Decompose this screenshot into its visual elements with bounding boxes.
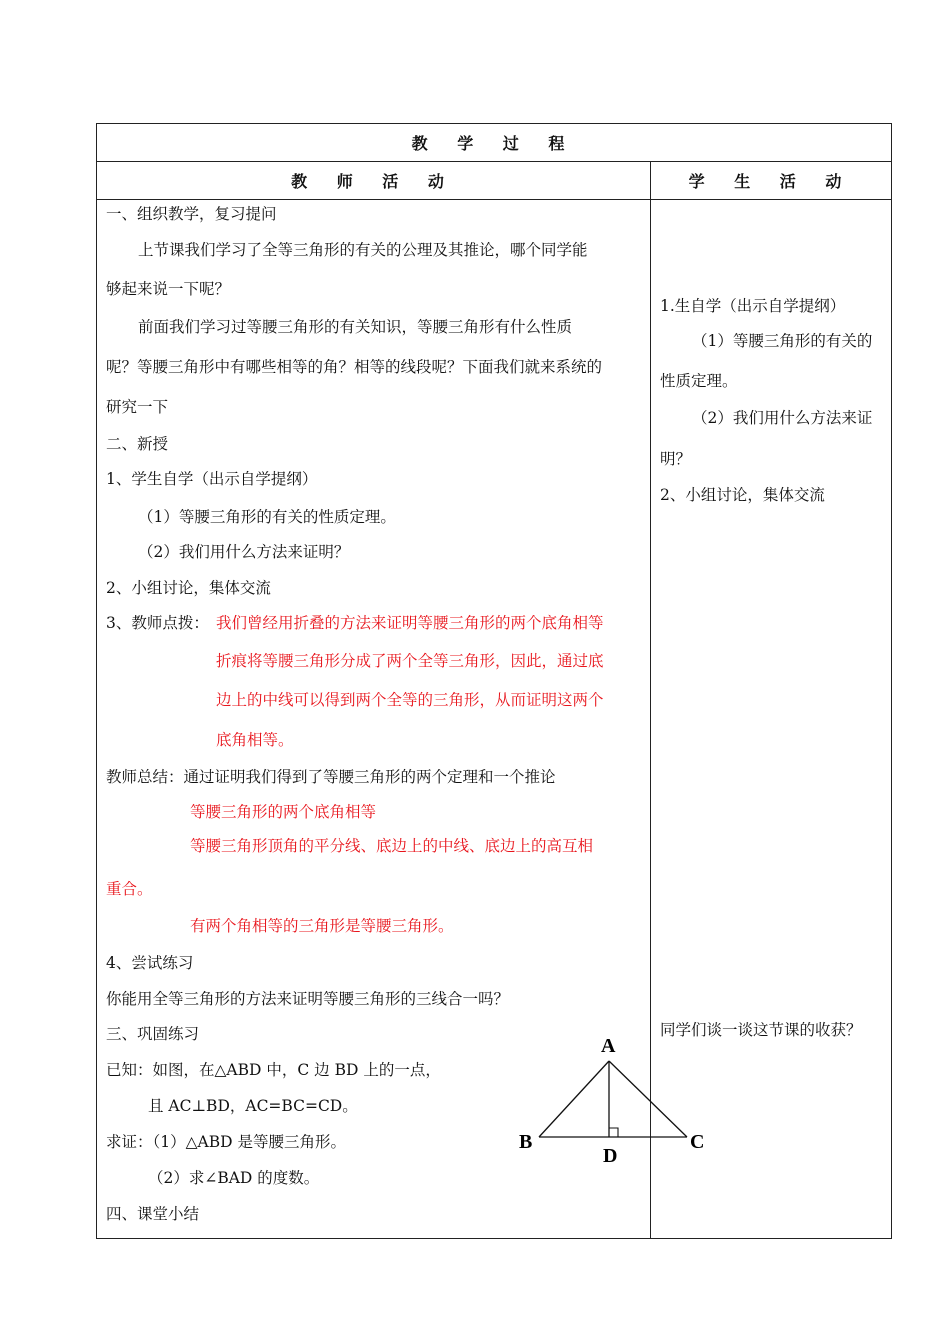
vertex-label-b: B (519, 1131, 533, 1153)
section-2-heading: 二、新授 (106, 435, 169, 453)
given-line: 且 AC⊥BD，AC=BC=CD。 (148, 1097, 358, 1115)
practice-question: 你能用全等三角形的方法来证明等腰三角形的三线合一吗？ (106, 990, 510, 1008)
table-title: 教 学 过 程 (97, 124, 892, 162)
teacher-hint-line: 折痕将等腰三角形分成了两个全等三角形，因此，通过底 (216, 652, 604, 670)
student-item: 1.生自学（出示自学提纲） (660, 297, 846, 315)
teacher-activity-cell (97, 200, 705, 1239)
teacher-hint-line: 底角相等。 (216, 731, 294, 749)
teacher-hint-line: 边上的中线可以得到两个全等的三角形，从而证明这两个 (216, 691, 604, 709)
student-item: （1）等腰三角形的有关的 (692, 332, 873, 350)
theorem-line: 等腰三角形顶角的平分线、底边上的中线、底边上的高互相 (190, 837, 594, 855)
intro-paragraph-line: 研究一下 (106, 398, 169, 416)
list-item: 4、尝试练习 (106, 954, 194, 972)
lesson-process-table (96, 123, 892, 1239)
vertex-label-d: D (603, 1145, 618, 1167)
review-paragraph-line: 够起来说一下呢？ (106, 280, 231, 298)
intro-paragraph-line: 前面我们学习过等腰三角形的有关知识，等腰三角形有什么性质 (138, 318, 573, 336)
student-item: 同学们谈一谈这节课的收获？ (660, 1021, 862, 1039)
given-line: 已知：如图，在△ABD 中，C 边 BD 上的一点， (106, 1061, 441, 1079)
list-item: 2、小组讨论，集体交流 (106, 579, 271, 597)
section-1-heading: 一、组织教学，复习提问 (106, 205, 277, 223)
column-header-teacher: 教 师 活 动 (97, 162, 651, 200)
segment-ab (539, 1061, 609, 1137)
student-activity-cell (651, 200, 892, 1239)
student-item: 2、小组讨论，集体交流 (660, 486, 825, 504)
teacher-summary: 教师总结：通过证明我们得到了等腰三角形的两个定理和一个推论 (106, 768, 556, 786)
list-item-label: 3、教师点拨： (106, 614, 209, 632)
prove-line: （2）求∠BAD 的度数。 (148, 1169, 320, 1187)
teacher-hint-line: 我们曾经用折叠的方法来证明等腰三角形的两个底角相等 (216, 614, 604, 632)
theorem-line: 等腰三角形的两个底角相等 (190, 803, 377, 821)
section-4-heading: 四、课堂小结 (106, 1205, 200, 1223)
student-item: 明？ (660, 450, 692, 468)
student-item: （2）我们用什么方法来证 (692, 409, 873, 427)
theorem-line: 重合。 (106, 880, 153, 898)
review-paragraph-line: 上节课我们学习了全等三角形的有关的公理及其推论，哪个同学能 (138, 241, 588, 259)
section-3-heading: 三、巩固练习 (106, 1025, 200, 1043)
prove-line: 求证：（1）△ABD 是等腰三角形。 (106, 1133, 346, 1151)
column-header-student: 学 生 活 动 (651, 162, 892, 200)
list-item: （1）等腰三角形的有关的性质定理。 (138, 508, 396, 526)
right-angle-mark (609, 1128, 618, 1137)
theorem-line: 有两个角相等的三角形是等腰三角形。 (190, 917, 454, 935)
list-item: 1、学生自学（出示自学提纲） (106, 470, 318, 488)
vertex-label-c: C (690, 1131, 705, 1153)
student-item: 性质定理。 (660, 372, 738, 390)
vertex-label-a: A (601, 1035, 616, 1057)
list-item: （2）我们用什么方法来证明？ (138, 543, 350, 561)
intro-paragraph-line: 呢？等腰三角形中有哪些相等的角？相等的线段呢？下面我们就来系统的 (106, 358, 603, 376)
